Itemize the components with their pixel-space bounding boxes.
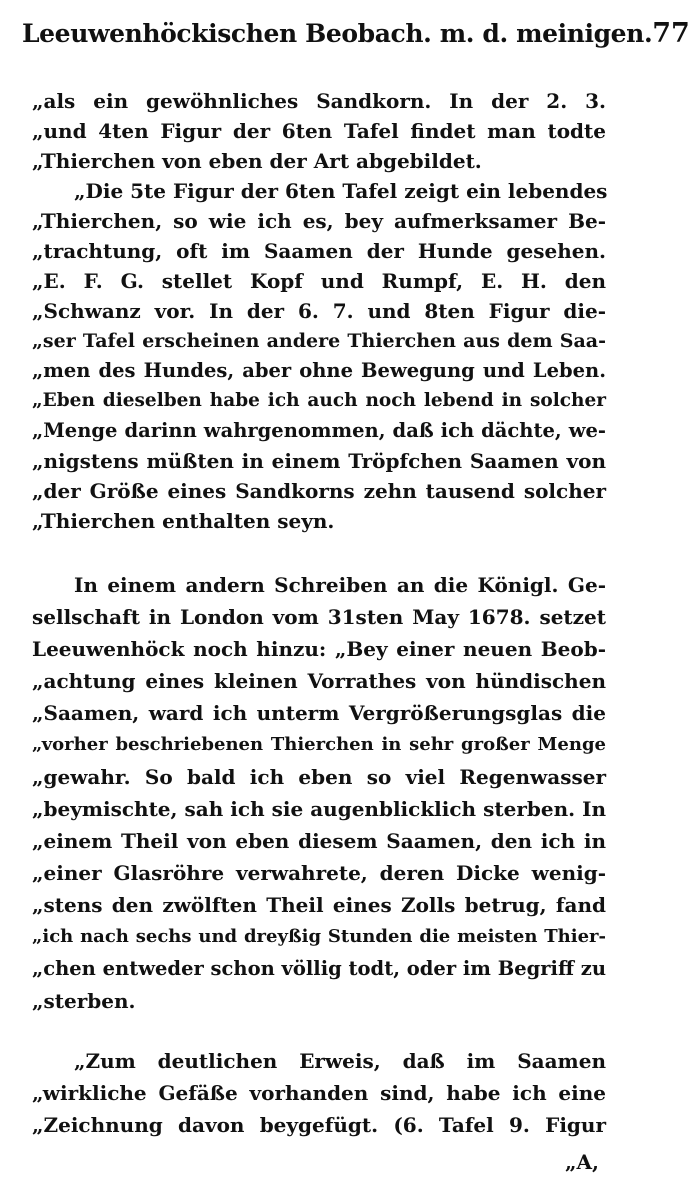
- text-line: „und 4ten Figur der 6ten Tafel findet man todte: [32, 119, 606, 143]
- text-line: „trachtung, oft im Saamen der Hunde gesehen.: [32, 239, 606, 263]
- text-line: „Die 5te Figur der 6ten Tafel zeigt ein lebendes: [74, 179, 608, 203]
- text-line: „als ein gewöhnliches Sandkorn. In der 2. 3.: [32, 89, 606, 113]
- text-line: „ich nach sechs und dreyßig Stunden die meisten Thier-: [32, 926, 606, 947]
- text-line: „einem Theil von eben diesem Saamen, den ich in: [32, 829, 606, 853]
- text-line: „Zum deutlichen Erweis, daß im Saamen: [74, 1049, 606, 1073]
- text-line: „gewahr. So bald ich eben so viel Regenwasser: [32, 765, 606, 789]
- text-line: „beymischte, sah ich sie augenblicklich sterben. In: [32, 797, 606, 821]
- text-line: „nigstens müßten in einem Tröpfchen Saamen von: [32, 449, 606, 473]
- text-line: „einer Glasröhre verwahrete, deren Dicke wenig-: [32, 861, 606, 885]
- text-line: „chen entweder schon völlig todt, oder im Begriff zu: [32, 957, 606, 980]
- page-number: 77: [652, 18, 690, 49]
- text-line: „Saamen, ward ich unterm Vergrößerungsglas die: [32, 701, 606, 725]
- text-line: „Thierchen von eben der Art abgebildet.: [32, 149, 482, 173]
- text-line: „der Größe eines Sandkorns zehn tausend solcher: [32, 479, 606, 503]
- text-line: „achtung eines kleinen Vorrathes von hündischen: [32, 669, 606, 693]
- running-head: Leeuwenhöckischen Beobach. m. d. meinigen.: [22, 19, 653, 48]
- text-line: sellschaft in London vom 31sten May 1678. setzet: [32, 605, 606, 629]
- text-line: „sterben.: [32, 989, 136, 1013]
- text-line: „stens den zwölften Theil eines Zolls betrug, fand: [32, 893, 606, 917]
- catchword: „A,: [565, 1150, 599, 1174]
- text-line: Leeuwenhöck noch hinzu: „Bey einer neuen Beob-: [32, 637, 606, 661]
- text-line: „ser Tafel erscheinen andere Thierchen aus dem Saa-: [32, 330, 606, 352]
- text-line: „Schwanz vor. In der 6. 7. und 8ten Figur die-: [32, 299, 606, 323]
- text-line: „Eben dieselben habe ich auch noch lebend in solcher: [32, 390, 606, 411]
- text-line: „men des Hundes, aber ohne Bewegung und Leben.: [32, 359, 606, 382]
- text-line: „Zeichnung davon beygefügt. (6. Tafel 9. Figur: [32, 1113, 606, 1137]
- text-line: „Thierchen enthalten seyn.: [32, 509, 335, 533]
- text-line: „Thierchen, so wie ich es, bey aufmerksamer Be-: [32, 209, 606, 233]
- text-line: In einem andern Schreiben an die Königl. Ge-: [74, 573, 606, 597]
- page-header: [22, 18, 690, 68]
- text-line: „E. F. G. stellet Kopf und Rumpf, E. H. den: [32, 269, 606, 293]
- text-line: „vorher beschriebenen Thierchen in sehr großer Menge: [32, 734, 606, 755]
- text-line: „Menge darinn wahrgenommen, daß ich dächte, we-: [32, 419, 606, 442]
- text-line: „wirkliche Gefäße vorhanden sind, habe ich eine: [32, 1081, 606, 1105]
